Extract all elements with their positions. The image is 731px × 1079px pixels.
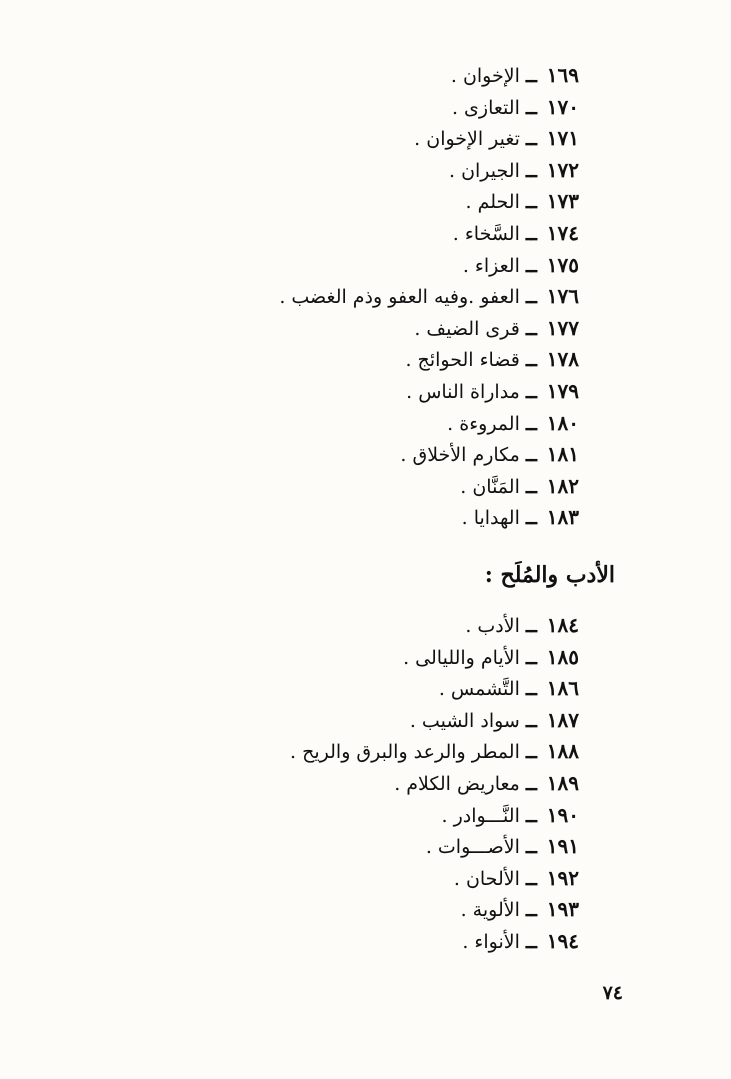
entry-number: ١٧٦ <box>546 284 579 309</box>
entry-title: الهدايا . <box>461 507 520 530</box>
entry-number: ١٩٢ <box>546 865 579 890</box>
entry-dash: ــ <box>525 349 537 372</box>
entry-number: ١٨٤ <box>546 613 579 637</box>
toc-entry <box>279 123 579 155</box>
entry-number: ١٧٤ <box>546 220 579 245</box>
section-heading: الأدب والمُلَح : <box>484 562 615 588</box>
entry-number: ١٧٥ <box>546 252 579 277</box>
toc-entry <box>279 60 579 92</box>
entry-number: ١٨٣ <box>546 505 579 530</box>
entry-number: ١٨٠ <box>546 410 579 435</box>
entry-dash: ــ <box>525 741 537 764</box>
toc-list-1 <box>279 60 579 534</box>
entry-dash: ــ <box>525 380 537 403</box>
entry-title: الأيام والليالى . <box>403 646 520 669</box>
entry-number: ١٧١ <box>546 126 579 151</box>
entry-number: ١٨٢ <box>546 473 579 498</box>
entry-title: الإخوان . <box>450 65 520 87</box>
entry-title: الألحان . <box>453 867 520 890</box>
entry-dash: ــ <box>525 412 537 435</box>
entry-number: ١٧٧ <box>546 315 579 340</box>
entry-dash: ــ <box>525 96 537 119</box>
entry-dash: ــ <box>525 128 537 151</box>
toc-entry <box>279 376 579 408</box>
entry-title: التَّشمس . <box>438 678 520 701</box>
entry-dash: ــ <box>525 804 537 827</box>
toc-entry <box>279 155 579 187</box>
entry-dash: ــ <box>525 899 537 922</box>
entry-dash: ــ <box>525 475 537 498</box>
entry-dash: ــ <box>525 836 537 859</box>
entry-number: ١٧٩ <box>546 378 579 403</box>
entry-dash: ــ <box>525 65 537 87</box>
entry-number: ١٩٣ <box>546 897 579 922</box>
entry-number: ١٧٣ <box>546 189 579 214</box>
entry-title: الجيران . <box>448 159 520 182</box>
toc-entry <box>279 250 579 282</box>
entry-title: الأصـــوات . <box>425 836 520 859</box>
entry-dash: ــ <box>525 507 537 530</box>
entry-title: تغير الإخوان . <box>414 128 520 151</box>
entry-dash: ــ <box>525 159 537 182</box>
entry-number: ١٧٢ <box>546 157 579 182</box>
entry-title: السَّخاء . <box>452 222 520 245</box>
entry-number: ١٧٨ <box>546 347 579 372</box>
toc-entry <box>279 92 579 124</box>
toc-entry <box>279 218 579 250</box>
entry-dash: ــ <box>525 615 537 637</box>
toc-entry <box>279 408 579 440</box>
toc-entry <box>279 344 579 376</box>
entry-number: ١٦٩ <box>546 63 579 87</box>
entry-title: التعازى . <box>451 96 520 119</box>
entry-title: قضاء الحوائج . <box>405 349 520 372</box>
entry-number: ١٨٥ <box>546 644 579 669</box>
entry-title: المطر والرعد والبرق والريح . <box>290 741 520 764</box>
page-number: ٧٤ <box>602 982 623 1004</box>
toc-entry <box>279 471 579 503</box>
entry-title: سواد الشيب . <box>409 709 520 732</box>
entry-title: النَّـــوادر . <box>441 804 520 827</box>
entry-dash: ــ <box>525 444 537 467</box>
toc-entry <box>279 313 579 345</box>
toc-entry <box>290 926 579 958</box>
entry-number: ١٨٧ <box>546 707 579 732</box>
entry-title: الحلم . <box>465 191 520 214</box>
toc-entry <box>290 863 579 895</box>
entry-dash: ــ <box>525 254 537 277</box>
entry-title: مكارم الأخلاق . <box>400 444 520 467</box>
entry-number: ١٩٤ <box>546 928 579 953</box>
entry-dash: ــ <box>525 222 537 245</box>
toc-entry <box>279 439 579 471</box>
toc-entry <box>290 642 579 674</box>
toc-entry <box>290 736 579 768</box>
entry-title: معاريض الكلام . <box>394 772 520 795</box>
entry-title: المروءة . <box>447 412 520 435</box>
entry-number: ١٧٠ <box>546 94 579 119</box>
toc-entry <box>290 800 579 832</box>
entry-dash: ــ <box>525 867 537 890</box>
entry-title: العفو .وفيه العفو وذم الغضب . <box>279 286 520 309</box>
entry-number: ١٨٦ <box>546 676 579 701</box>
entry-title: مداراة الناس . <box>406 380 520 403</box>
entry-dash: ــ <box>525 772 537 795</box>
toc-entry <box>279 186 579 218</box>
entry-title: الألوية . <box>460 899 520 922</box>
entry-title: العزاء . <box>462 254 520 277</box>
entry-number: ١٨١ <box>546 442 579 467</box>
entry-dash: ــ <box>525 317 537 340</box>
entry-title: الأنواء . <box>462 930 520 953</box>
toc-entry <box>290 894 579 926</box>
entry-number: ١٩١ <box>546 834 579 859</box>
toc-list-2 <box>290 610 579 958</box>
toc-entry <box>290 705 579 737</box>
entry-number: ١٨٨ <box>546 739 579 764</box>
entry-dash: ــ <box>525 286 537 309</box>
toc-entry <box>279 502 579 534</box>
entry-number: ١٨٩ <box>546 770 579 795</box>
toc-entry <box>290 768 579 800</box>
toc-entry <box>290 673 579 705</box>
entry-dash: ــ <box>525 678 537 701</box>
entry-dash: ــ <box>525 930 537 953</box>
entry-number: ١٩٠ <box>546 802 579 827</box>
toc-entry <box>279 281 579 313</box>
toc-entry <box>290 610 579 642</box>
entry-title: الأدب . <box>465 615 520 637</box>
entry-title: قرى الضيف . <box>414 317 520 340</box>
entry-dash: ــ <box>525 709 537 732</box>
entry-dash: ــ <box>525 646 537 669</box>
entry-dash: ــ <box>525 191 537 214</box>
entry-title: المَنَّان . <box>460 475 520 498</box>
toc-entry <box>290 831 579 863</box>
